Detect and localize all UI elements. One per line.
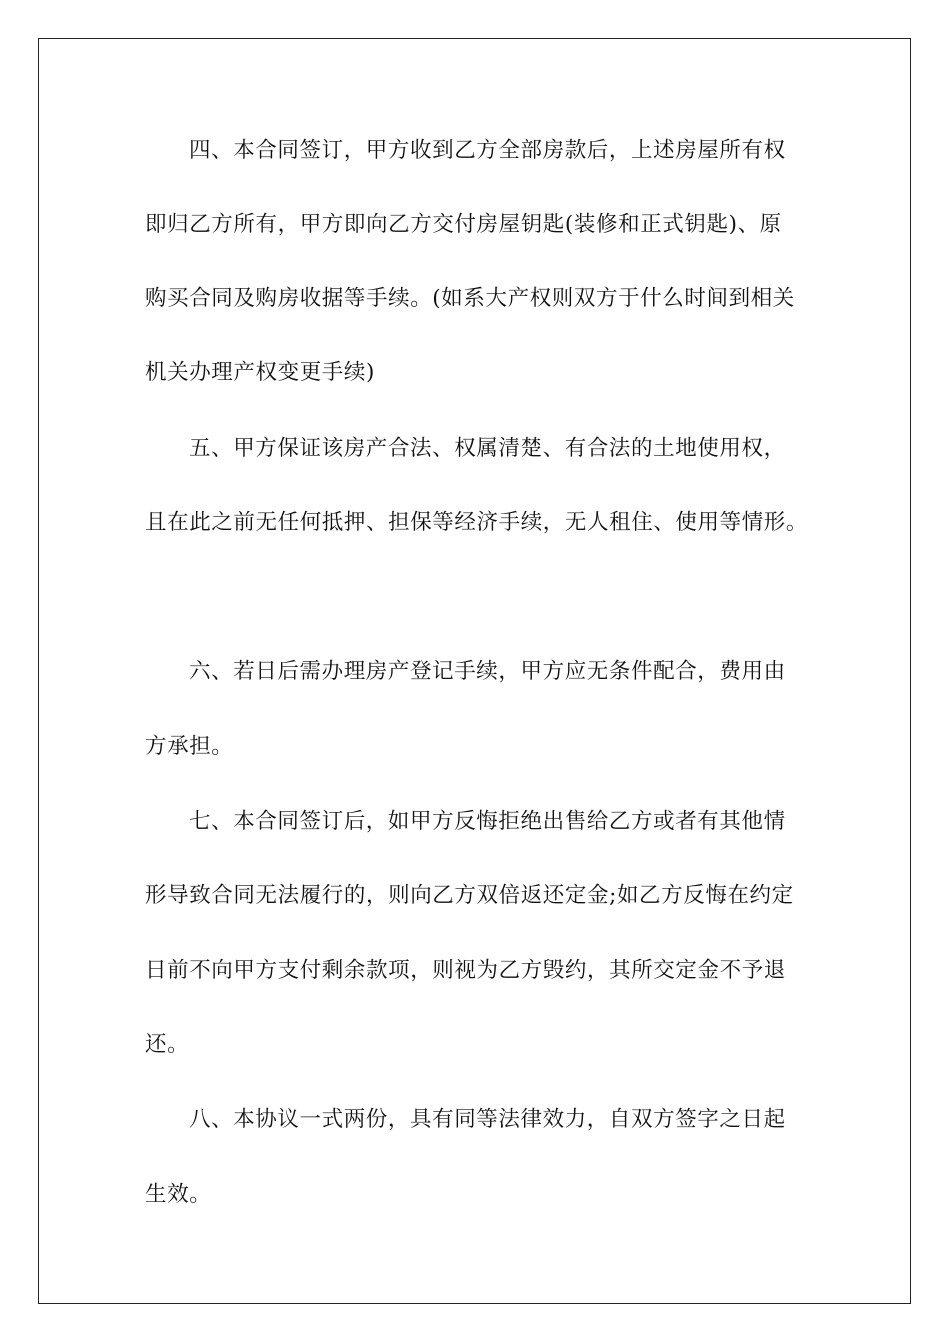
clause-7-line-4: 还。 (145, 1032, 190, 1057)
clause-5-line-2: 且在此之前无任何抵押、担保等经济手续，无人租住、使用等情形。 (145, 510, 809, 535)
clause-8-line-1: 八、本协议一式两份，具有同等法律效力，自双方签字之日起 (189, 1107, 786, 1132)
clause-7-line-1: 七、本合同签订后，如甲方反悔拒绝出售给乙方或者有其他情 (189, 809, 786, 834)
clause-4-line-3: 购买合同及购房收据等手续。(如系大产权则双方于什么时间到相关 (145, 286, 795, 311)
clause-4-line-2: 即归乙方所有，甲方即向乙方交付房屋钥匙(装修和正式钥匙)、原 (145, 212, 782, 237)
clause-7-line-2: 形导致合同无法履行的，则向乙方双倍返还定金;如乙方反悔在约定 (145, 883, 794, 908)
clause-5-line-1: 五、甲方保证该房产合法、权属清楚、有合法的土地使用权， (189, 436, 786, 461)
clause-6-line-1: 六、若日后需办理房产登记手续，甲方应无条件配合，费用由 (189, 659, 786, 684)
clause-7-line-3: 日前不向甲方支付剩余款项，则视为乙方毁约，其所交定金不予退 (145, 958, 786, 983)
clause-6-line-2: 方承担。 (145, 734, 234, 759)
clause-4-line-4: 机关办理产权变更手续) (145, 360, 375, 385)
clause-4-line-1: 四、本合同签订，甲方收到乙方全部房款后，上述房屋所有权 (189, 138, 786, 163)
clause-8-line-2: 生效。 (145, 1182, 212, 1207)
